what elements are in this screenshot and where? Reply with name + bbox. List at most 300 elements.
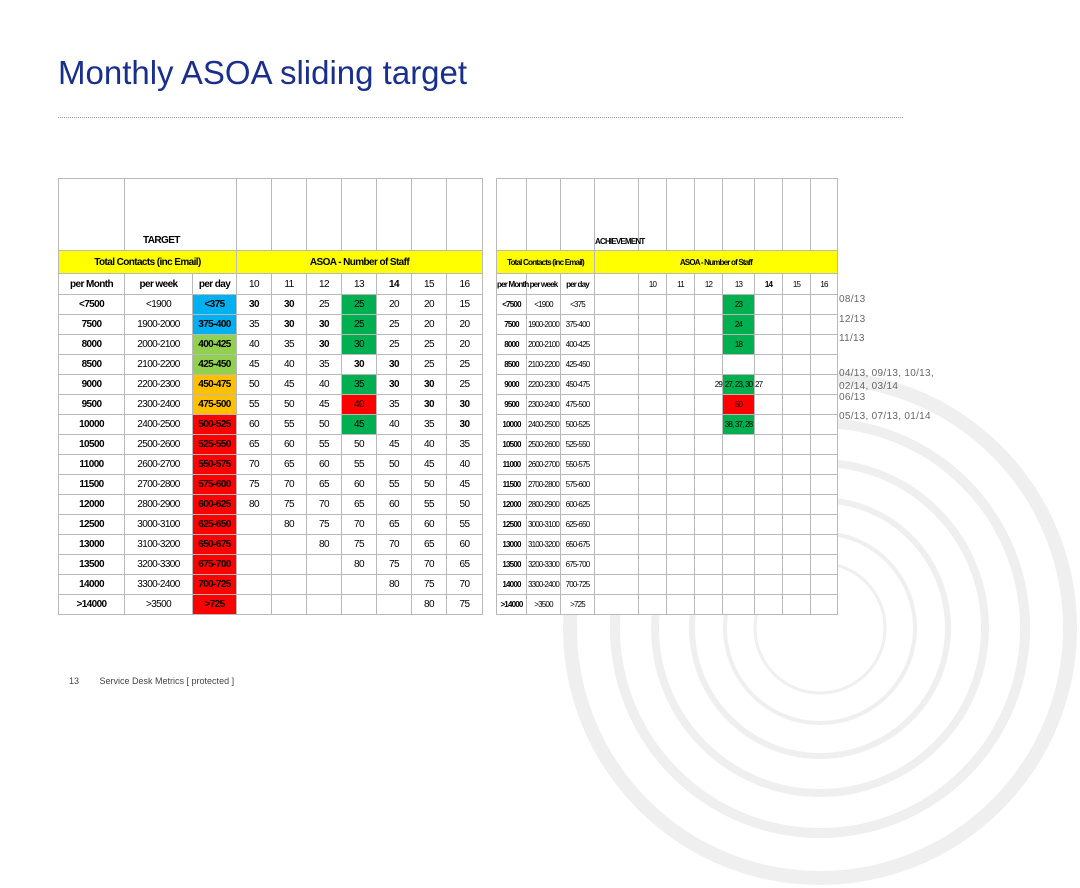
per-week-cell: 2500-2600: [527, 435, 561, 455]
per-month-cell: >14000: [497, 595, 527, 615]
staff-target-cell: 30: [272, 295, 307, 315]
group-asoa-header: ASOA - Number of Staff: [595, 251, 838, 274]
per-day-cell: 600-625: [193, 495, 237, 515]
staff-target-cell: 75: [412, 575, 447, 595]
per-week-cell: 2600-2700: [527, 455, 561, 475]
achievement-empty-cell: [695, 395, 723, 415]
table-row: [497, 575, 838, 595]
achievement-value-cell: 18: [723, 335, 755, 355]
per-week-cell: 2100-2200: [527, 355, 561, 375]
table-row: [497, 355, 838, 375]
col-header-staff: 15: [412, 274, 447, 295]
column-header-row: [59, 274, 483, 295]
period-note-line: 04/13, 09/13, 10/13,: [839, 368, 934, 379]
staff-target-cell: 20: [377, 295, 412, 315]
per-week-cell: 3300-2400: [125, 575, 193, 595]
achievement-empty-cell: [667, 575, 695, 595]
staff-target-cell: 50: [272, 395, 307, 415]
achievement-empty-cell: [667, 415, 695, 435]
staff-target-cell: 30: [307, 315, 342, 335]
achievement-empty-cell: [639, 475, 667, 495]
achievement-empty-cell: [755, 415, 783, 435]
table-row: [497, 495, 838, 515]
per-month-cell: 12000: [497, 495, 527, 515]
per-day-cell: >725: [193, 595, 237, 615]
achievement-empty-cell: [783, 295, 811, 315]
staff-target-cell: 55: [272, 415, 307, 435]
staff-target-cell: 25: [342, 315, 377, 335]
blank-cell: [595, 415, 639, 435]
achievement-empty-cell: [695, 515, 723, 535]
blank-cell: [527, 179, 561, 251]
achievement-empty-cell: [755, 555, 783, 575]
blank-cell: [447, 179, 483, 251]
blank-cell: [595, 295, 639, 315]
per-day-cell: 625-650: [193, 515, 237, 535]
table-row: [59, 535, 483, 555]
staff-target-cell: 40: [237, 335, 272, 355]
staff-target-cell: 50: [237, 375, 272, 395]
achievement-empty-cell: [667, 435, 695, 455]
staff-target-cell: 30: [377, 375, 412, 395]
blank-cell: [755, 179, 783, 251]
table-row: [59, 455, 483, 475]
staff-target-cell: 60: [412, 515, 447, 535]
blank-cell: [342, 179, 377, 251]
staff-target-cell: 15: [447, 295, 483, 315]
achievement-empty-cell: [695, 455, 723, 475]
per-week-cell: 1900-2000: [125, 315, 193, 335]
achievement-label: ACHIEVEMENT: [595, 179, 639, 251]
staff-target-cell: [237, 515, 272, 535]
staff-target-cell: [307, 555, 342, 575]
blank-cell: [307, 179, 342, 251]
period-note-line: 06/13: [839, 391, 866, 403]
staff-target-cell: [342, 575, 377, 595]
staff-target-cell: 55: [412, 495, 447, 515]
group-asoa-header: ASOA - Number of Staff: [237, 251, 483, 274]
col-header-staff: 15: [783, 274, 811, 295]
achievement-value-cell: 27: [755, 375, 783, 395]
period-note: [839, 313, 866, 326]
per-day-cell: 500-525: [561, 415, 595, 435]
achievement-value-cell: 27, 23, 30: [723, 375, 755, 395]
per-month-cell: <7500: [497, 295, 527, 315]
col-header-per-week: per week: [125, 274, 193, 295]
per-day-cell: 500-525: [193, 415, 237, 435]
col-header-per-day: per day: [561, 274, 595, 295]
per-month-cell: 8000: [497, 335, 527, 355]
per-month-cell: 11500: [497, 475, 527, 495]
blank-cell: [667, 179, 695, 251]
blank-cell: [595, 315, 639, 335]
per-week-cell: 3100-3200: [527, 535, 561, 555]
achievement-empty-cell: [811, 295, 838, 315]
staff-target-cell: 20: [412, 295, 447, 315]
achievement-empty-cell: [695, 335, 723, 355]
achievement-empty-cell: [811, 455, 838, 475]
per-week-cell: <1900: [125, 295, 193, 315]
staff-target-cell: 40: [377, 415, 412, 435]
blank-cell: [595, 595, 639, 615]
achievement-empty-cell: [783, 595, 811, 615]
achievement-empty-cell: [755, 335, 783, 355]
per-day-cell: 625-650: [561, 515, 595, 535]
achievement-empty-cell: [811, 335, 838, 355]
blank-cell: [595, 375, 639, 395]
achievement-empty-cell: [755, 455, 783, 475]
staff-target-cell: 25: [412, 335, 447, 355]
blank-cell: [595, 555, 639, 575]
slide-title: Monthly ASOA sliding target: [58, 54, 468, 91]
table-row: [497, 335, 838, 355]
staff-target-cell: 25: [447, 375, 483, 395]
staff-target-cell: 35: [307, 355, 342, 375]
achievement-empty-cell: [695, 535, 723, 555]
per-day-cell: <375: [561, 295, 595, 315]
staff-target-cell: 35: [377, 395, 412, 415]
blank-cell: [595, 274, 639, 295]
per-month-cell: >14000: [59, 595, 125, 615]
achievement-empty-cell: [783, 415, 811, 435]
per-day-cell: 550-575: [561, 455, 595, 475]
staff-target-cell: 30: [412, 375, 447, 395]
table-row: [59, 355, 483, 375]
staff-target-cell: 30: [272, 315, 307, 335]
per-month-cell: 9500: [497, 395, 527, 415]
achievement-empty-cell: [639, 555, 667, 575]
achievement-empty-cell: [783, 375, 811, 395]
per-week-cell: 2000-2100: [125, 335, 193, 355]
staff-target-cell: 80: [237, 495, 272, 515]
per-week-cell: 2400-2500: [527, 415, 561, 435]
per-month-cell: 13500: [497, 555, 527, 575]
staff-target-cell: 75: [342, 535, 377, 555]
staff-target-cell: [377, 595, 412, 615]
achievement-empty-cell: [639, 515, 667, 535]
achievement-value-cell: 24: [723, 315, 755, 335]
blank-cell: [412, 179, 447, 251]
period-note-line: 05/13, 07/13, 01/14: [839, 411, 931, 422]
per-week-cell: 2200-2300: [125, 375, 193, 395]
staff-target-cell: [237, 575, 272, 595]
per-day-cell: 450-475: [561, 375, 595, 395]
blank-cell: [561, 179, 595, 251]
achievement-empty-cell: [783, 555, 811, 575]
staff-target-cell: 40: [412, 435, 447, 455]
table-row: [497, 295, 838, 315]
staff-target-cell: 30: [342, 335, 377, 355]
per-day-cell: 375-400: [561, 315, 595, 335]
staff-target-cell: 60: [377, 495, 412, 515]
achievement-empty-cell: [811, 375, 838, 395]
achievement-empty-cell: [755, 535, 783, 555]
per-month-cell: 12000: [59, 495, 125, 515]
achievement-empty-cell: [783, 495, 811, 515]
staff-target-cell: 35: [342, 375, 377, 395]
achievement-value-cell: 38, 37, 28: [723, 415, 755, 435]
blank-cell: [377, 179, 412, 251]
per-month-cell: 10500: [497, 435, 527, 455]
staff-target-cell: 20: [447, 335, 483, 355]
achievement-empty-cell: [755, 295, 783, 315]
per-day-cell: 525-550: [561, 435, 595, 455]
per-day-cell: 650-675: [561, 535, 595, 555]
achievement-empty-cell: [783, 575, 811, 595]
per-day-cell: 375-400: [193, 315, 237, 335]
staff-target-cell: [237, 535, 272, 555]
table-row: [59, 315, 483, 335]
staff-target-cell: [272, 595, 307, 615]
staff-target-cell: [272, 535, 307, 555]
staff-target-cell: 20: [412, 315, 447, 335]
staff-target-cell: 70: [237, 455, 272, 475]
blank-cell: [497, 179, 527, 251]
staff-target-cell: [237, 595, 272, 615]
blank-cell: [595, 575, 639, 595]
achievement-empty-cell: [639, 535, 667, 555]
blank-cell: [595, 515, 639, 535]
staff-target-cell: 45: [342, 415, 377, 435]
achievement-empty-cell: [667, 355, 695, 375]
achievement-empty-cell: [755, 355, 783, 375]
achievement-empty-cell: [755, 495, 783, 515]
per-week-cell: >3500: [125, 595, 193, 615]
period-note: [839, 410, 931, 423]
achievement-value-cell: 23: [723, 295, 755, 315]
staff-target-cell: 70: [307, 495, 342, 515]
staff-target-cell: 80: [272, 515, 307, 535]
staff-target-cell: 45: [447, 475, 483, 495]
staff-target-cell: 25: [447, 355, 483, 375]
achievement-empty-cell: [783, 455, 811, 475]
page-number: 13: [69, 676, 80, 686]
staff-target-cell: 50: [412, 475, 447, 495]
achievement-empty-cell: [723, 455, 755, 475]
staff-target-cell: 65: [447, 555, 483, 575]
blank-cell: [595, 335, 639, 355]
achievement-empty-cell: [783, 475, 811, 495]
per-day-cell: 425-450: [561, 355, 595, 375]
col-header-staff: 14: [755, 274, 783, 295]
per-week-cell: 2700-2800: [125, 475, 193, 495]
staff-target-cell: 55: [237, 395, 272, 415]
per-month-cell: 7500: [59, 315, 125, 335]
blank-cell: [723, 179, 755, 251]
achievement-empty-cell: [695, 355, 723, 375]
achievement-empty-cell: [755, 315, 783, 335]
table-row: [59, 435, 483, 455]
per-week-cell: 3200-3300: [125, 555, 193, 575]
achievement-empty-cell: [811, 355, 838, 375]
achievement-empty-cell: [639, 575, 667, 595]
per-month-cell: <7500: [59, 295, 125, 315]
per-day-cell: 400-425: [193, 335, 237, 355]
table-row: [59, 495, 483, 515]
table-row: [59, 335, 483, 355]
table-row: [497, 455, 838, 475]
blank-cell: [59, 179, 125, 251]
col-header-per-month: per Month: [497, 274, 527, 295]
blank-cell: [595, 535, 639, 555]
achievement-empty-cell: [723, 595, 755, 615]
per-month-cell: 12500: [59, 515, 125, 535]
staff-target-cell: 35: [237, 315, 272, 335]
col-header-per-week: per week: [527, 274, 561, 295]
staff-target-cell: 35: [412, 415, 447, 435]
per-month-cell: 8000: [59, 335, 125, 355]
achievement-empty-cell: [783, 435, 811, 455]
staff-target-cell: 75: [377, 555, 412, 575]
staff-target-cell: 30: [377, 355, 412, 375]
achievement-empty-cell: [639, 595, 667, 615]
per-day-cell: <375: [193, 295, 237, 315]
per-day-cell: 425-450: [193, 355, 237, 375]
period-note-line: 12/13: [839, 313, 866, 325]
staff-target-cell: 40: [307, 375, 342, 395]
per-week-cell: 2100-2200: [125, 355, 193, 375]
staff-target-cell: 55: [447, 515, 483, 535]
staff-target-cell: 45: [237, 355, 272, 375]
table-row: [59, 475, 483, 495]
table-row: [497, 555, 838, 575]
staff-target-cell: 75: [307, 515, 342, 535]
blank-cell: [595, 355, 639, 375]
group-contacts-header: Total Contacts (inc Email): [497, 251, 595, 274]
col-header-staff: 14: [377, 274, 412, 295]
staff-target-cell: 55: [307, 435, 342, 455]
period-note: [839, 367, 934, 393]
per-week-cell: 3200-3300: [527, 555, 561, 575]
achievement-empty-cell: [811, 315, 838, 335]
achievement-empty-cell: [723, 515, 755, 535]
table-row: [497, 435, 838, 455]
achievement-empty-cell: [783, 515, 811, 535]
achievement-empty-cell: [723, 555, 755, 575]
achievement-empty-cell: [667, 555, 695, 575]
per-month-cell: 7500: [497, 315, 527, 335]
col-header-per-day: per day: [193, 274, 237, 295]
per-week-cell: <1900: [527, 295, 561, 315]
target-table: [58, 178, 483, 615]
footer: [69, 676, 234, 686]
staff-target-cell: 75: [237, 475, 272, 495]
achievement-empty-cell: [811, 535, 838, 555]
col-header-staff: 11: [667, 274, 695, 295]
column-header-row: [497, 274, 838, 295]
col-header-staff: 13: [723, 274, 755, 295]
staff-target-cell: 30: [412, 395, 447, 415]
per-day-cell: 550-575: [193, 455, 237, 475]
staff-target-cell: 65: [377, 515, 412, 535]
per-month-cell: 8500: [59, 355, 125, 375]
staff-target-cell: 25: [412, 355, 447, 375]
period-note-line: 08/13: [839, 294, 866, 305]
per-month-cell: 13000: [497, 535, 527, 555]
staff-target-cell: 80: [377, 575, 412, 595]
period-note-line: 11/13: [839, 333, 865, 344]
achievement-empty-cell: [695, 475, 723, 495]
achievement-empty-cell: [695, 555, 723, 575]
achievement-empty-cell: [639, 295, 667, 315]
col-header-staff: 13: [342, 274, 377, 295]
blank-cell: [595, 495, 639, 515]
table-row: [59, 295, 483, 315]
achievement-value-cell: 29: [695, 375, 723, 395]
staff-target-cell: 35: [272, 335, 307, 355]
col-header-staff: 12: [695, 274, 723, 295]
staff-target-cell: 70: [342, 515, 377, 535]
per-day-cell: 675-700: [561, 555, 595, 575]
per-day-cell: 475-500: [193, 395, 237, 415]
table-row: [59, 375, 483, 395]
achievement-empty-cell: [639, 415, 667, 435]
table-row: [59, 415, 483, 435]
staff-target-cell: 30: [307, 335, 342, 355]
blank-cell: [811, 179, 838, 251]
table-row: [497, 515, 838, 535]
achievement-empty-cell: [695, 415, 723, 435]
table-row: [497, 475, 838, 495]
table-row: [497, 315, 838, 335]
per-month-cell: 14000: [497, 575, 527, 595]
achievement-empty-cell: [667, 595, 695, 615]
achievement-empty-cell: [811, 475, 838, 495]
achievement-empty-cell: [755, 395, 783, 415]
blank-cell: [237, 179, 272, 251]
table-row: [59, 515, 483, 535]
staff-target-cell: 55: [377, 475, 412, 495]
per-week-cell: 3000-3100: [527, 515, 561, 535]
per-month-cell: 12500: [497, 515, 527, 535]
staff-target-cell: 50: [447, 495, 483, 515]
achievement-empty-cell: [639, 395, 667, 415]
staff-target-cell: 25: [377, 335, 412, 355]
achievement-empty-cell: [639, 495, 667, 515]
footer-text: Service Desk Metrics [ protected ]: [99, 676, 235, 686]
period-note: [839, 293, 866, 306]
title-divider: [58, 117, 903, 118]
table-top-row: [59, 179, 483, 251]
group-header-row: [497, 251, 838, 274]
achievement-empty-cell: [667, 475, 695, 495]
per-week-cell: 2300-2400: [125, 395, 193, 415]
achievement-empty-cell: [639, 435, 667, 455]
staff-target-cell: [237, 555, 272, 575]
achievement-empty-cell: [695, 295, 723, 315]
per-month-cell: 10500: [59, 435, 125, 455]
staff-target-cell: 55: [342, 455, 377, 475]
staff-target-cell: 70: [447, 575, 483, 595]
per-day-cell: 475-500: [561, 395, 595, 415]
table-row: [497, 395, 838, 415]
target-label: TARGET: [125, 179, 237, 251]
per-week-cell: 2400-2500: [125, 415, 193, 435]
blank-cell: [272, 179, 307, 251]
achievement-empty-cell: [755, 575, 783, 595]
staff-target-cell: 40: [342, 395, 377, 415]
per-day-cell: 525-550: [193, 435, 237, 455]
achievement-empty-cell: [639, 315, 667, 335]
per-month-cell: 8500: [497, 355, 527, 375]
per-month-cell: 11500: [59, 475, 125, 495]
table-row: [497, 375, 838, 395]
achievement-empty-cell: [723, 355, 755, 375]
per-week-cell: 3100-3200: [125, 535, 193, 555]
achievement-empty-cell: [639, 375, 667, 395]
blank-cell: [595, 435, 639, 455]
staff-target-cell: 80: [307, 535, 342, 555]
